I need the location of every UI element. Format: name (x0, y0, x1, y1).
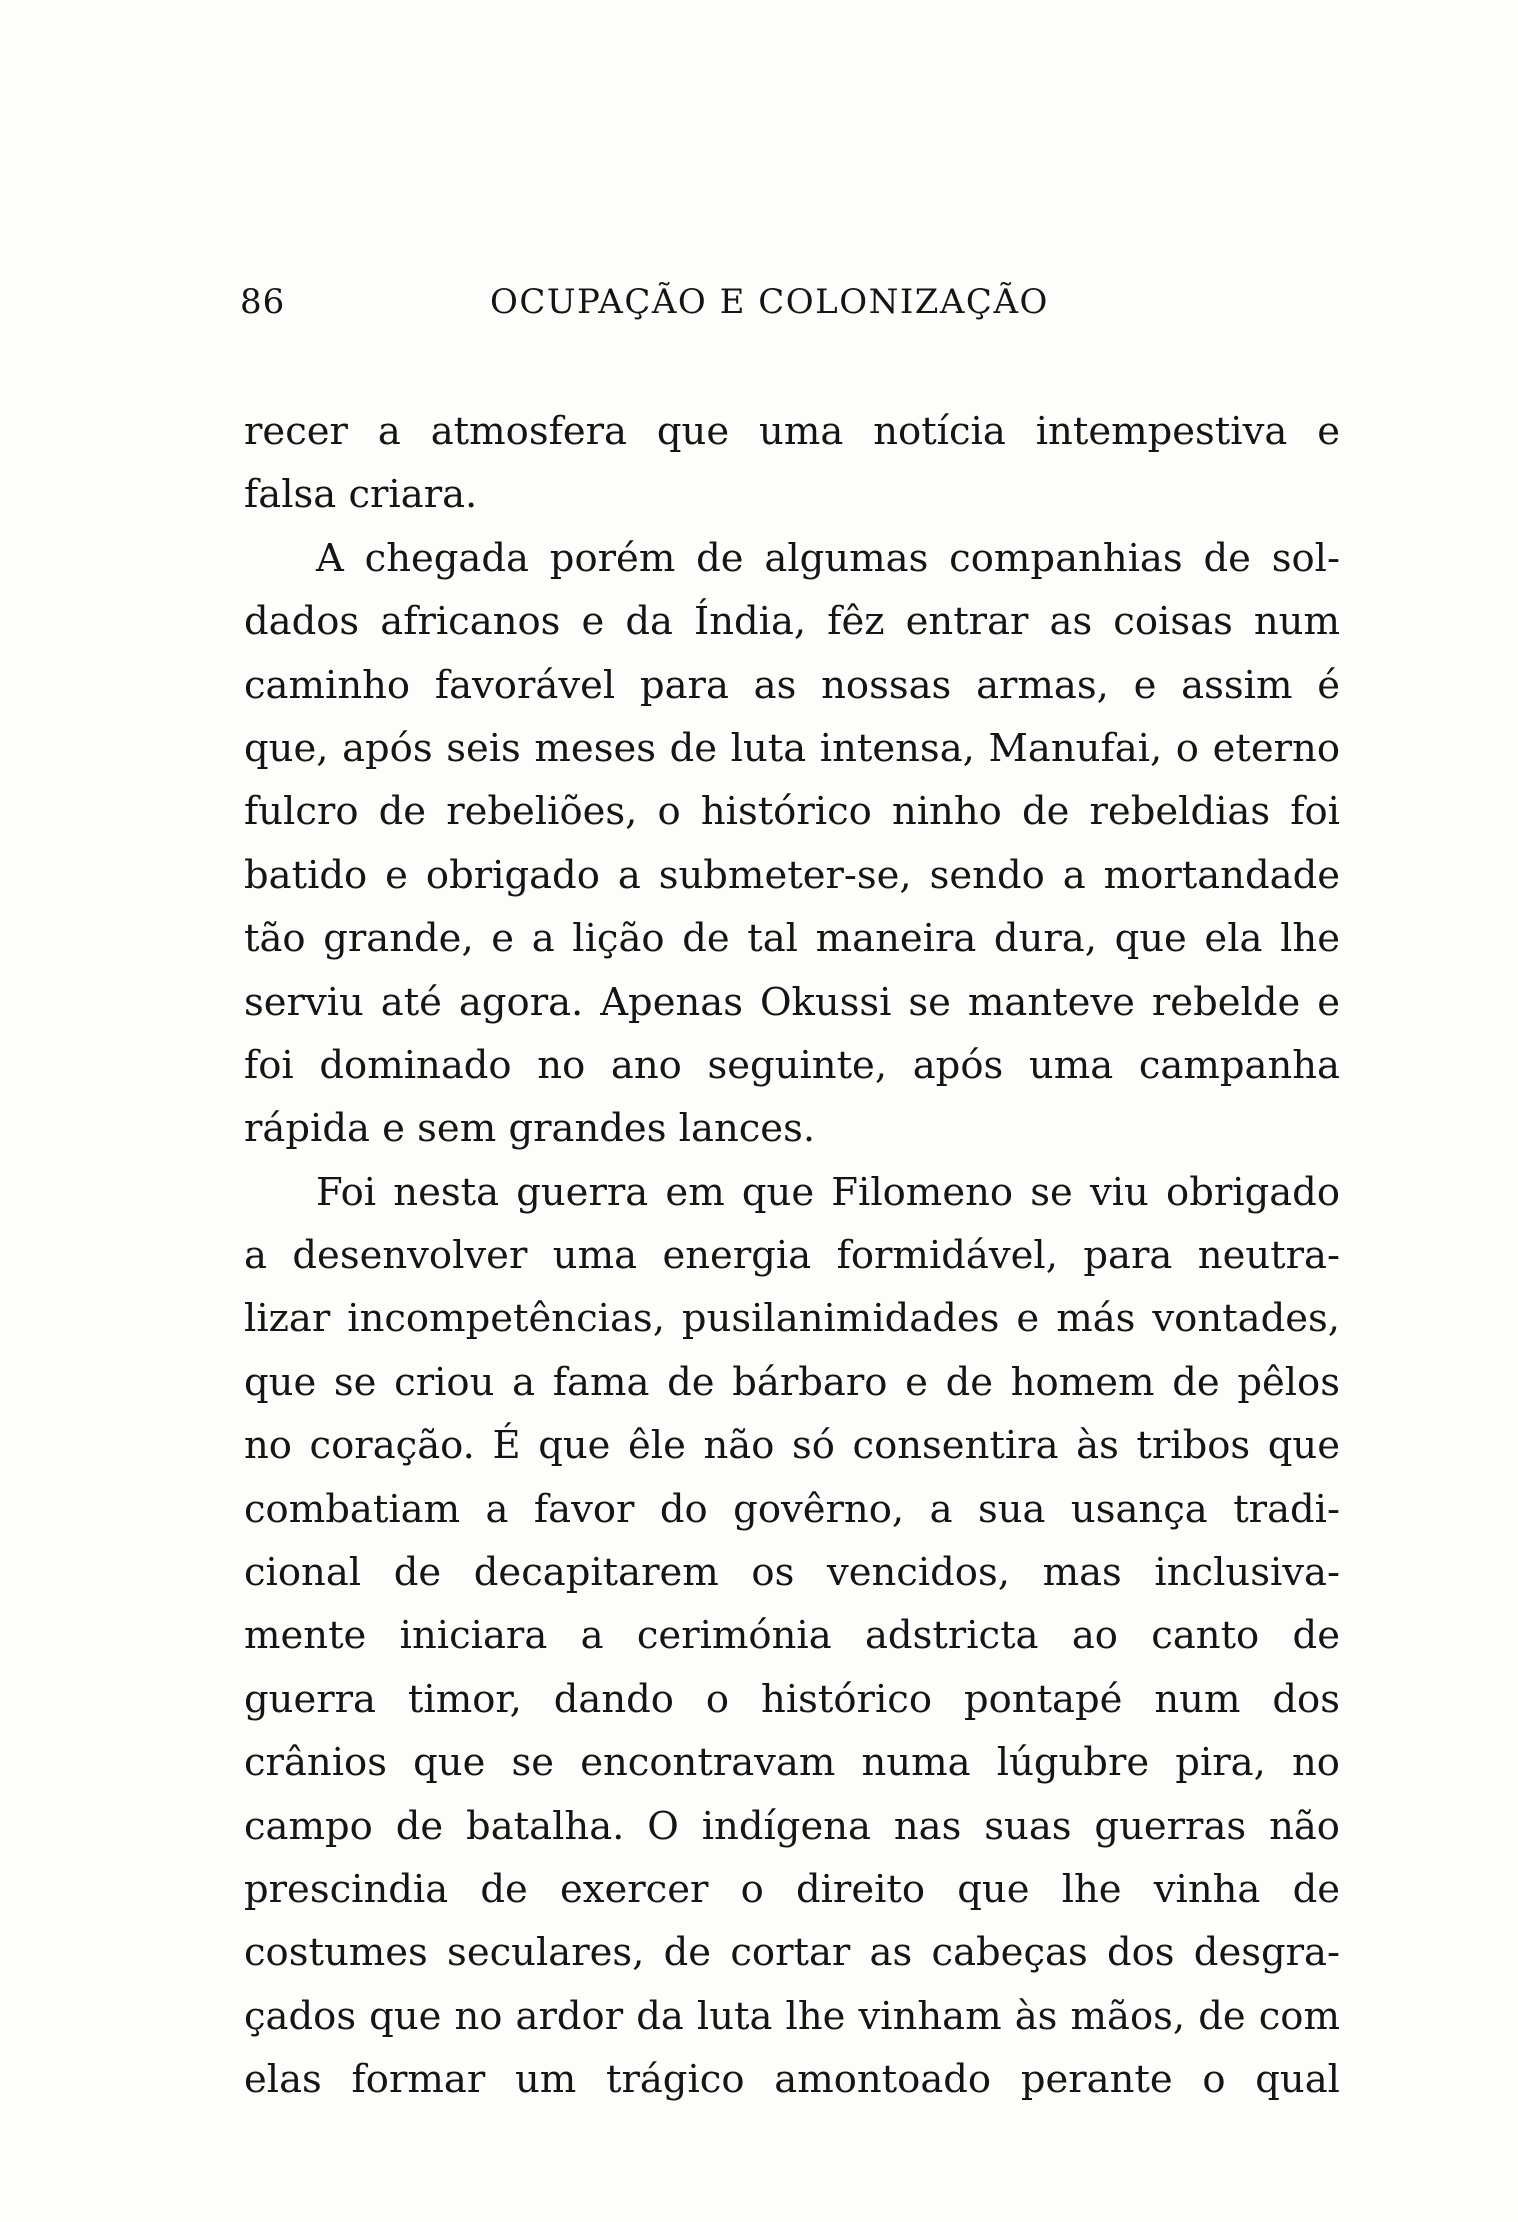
text-line: mente iniciara a cerimónia adstricta ao canto de (244, 1613, 1340, 1659)
text-line: a desenvolver uma energia formidável, para neutra- (244, 1233, 1340, 1279)
text-line: batido e obrigado a submeter-se, sendo a mortandade (244, 852, 1340, 898)
text-line: foi dominado no ano seguinte, após uma campanha (244, 1042, 1340, 1088)
text-line: tão grande, e a lição de tal maneira dura, que ela lhe (244, 916, 1340, 962)
text-line: lizar incompetências, pusilanimidades e más vontades, (244, 1296, 1340, 1342)
text-line: cional de decapitarem os vencidos, mas inclusiva- (244, 1550, 1340, 1596)
page-number: 86 (240, 282, 286, 322)
text-line: fulcro de rebeliões, o histórico ninho de rebeldias foi (244, 789, 1340, 835)
running-head (240, 282, 1350, 332)
text-line: rápida e sem grandes lances. (244, 1106, 816, 1152)
text-line: combatiam a favor do govêrno, a sua usança tradi- (244, 1486, 1340, 1532)
text-line: dados africanos e da Índia, fêz entrar as coisas num (244, 599, 1340, 645)
text-line: A chegada porém de algumas companhias de sol- (316, 535, 1340, 581)
text-line: elas formar um trágico amontoado perante o qual (244, 2057, 1340, 2103)
text-line: serviu até agora. Apenas Okussi se manteve rebelde e (244, 979, 1340, 1025)
text-line: guerra timor, dando o histórico pontapé num dos (244, 1676, 1340, 1722)
text-line: caminho favorável para as nossas armas, e assim é (244, 662, 1340, 708)
text-line: no coração. É que êle não só consentira às tribos que (244, 1423, 1340, 1469)
text-line: çados que no ardor da luta lhe vinham às mãos, de com (244, 1993, 1340, 2039)
text-line: que, após seis meses de luta intensa, Manufai, o eterno (244, 725, 1340, 771)
text-line: crânios que se encontravam numa lúgubre pira, no (244, 1740, 1340, 1786)
text-line: costumes seculares, de cortar as cabeças dos desgra- (244, 1930, 1340, 1976)
text-line: recer a atmosfera que uma notícia intempestiva e (244, 409, 1340, 454)
text-line: prescindia de exercer o direito que lhe vinha de (244, 1866, 1340, 1912)
text-line: que se criou a fama de bárbaro e de homem de pêlos (244, 1359, 1340, 1405)
body-text (244, 400, 1340, 2112)
running-title: OCUPAÇÃO E COLONIZAÇÃO (490, 282, 1049, 322)
text-line: campo de batalha. O indígena nas suas guerras não (244, 1803, 1340, 1849)
text-line: Foi nesta guerra em que Filomeno se viu obrigado (316, 1169, 1340, 1215)
text-line: falsa criara. (244, 472, 478, 518)
